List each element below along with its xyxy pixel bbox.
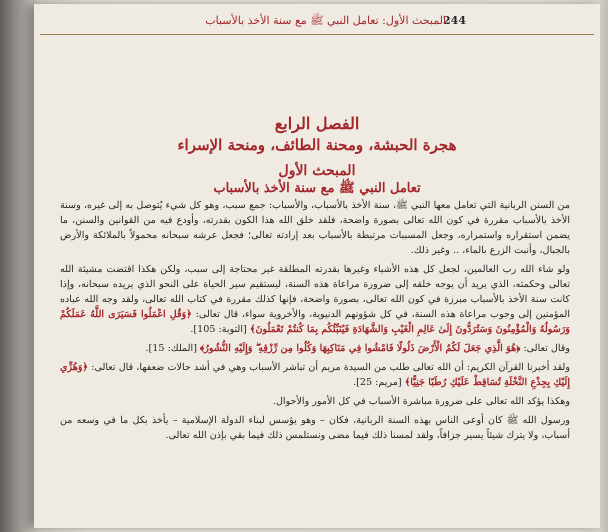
paragraph (60, 262, 570, 337)
paragraph-text: ورسول الله ﷺ كان أوعى الناس بهذه السنة الربانية، فكان – وهو يؤسس لبناء الدولة الإسلامية – يأخذ بكل ما في وسعه من أسباب، ولا يترك شيئاً يسير جزافاً، ولقد لمسنا ذلك فيما مضى ونستلمس ذلك فيما بقي بإذن الله تعالى. (60, 415, 570, 441)
quran-verse: ﴿هُوَ الَّذِي جَعَلَ لَكُمُ الْأَرْضَ ذَلُولًا فَامْشُوا فِي مَنَاكِبِهَا وَكُلُوا مِن رِّزْقِهِ ۖ وَإِلَيْهِ النُّشُورُ﴾ (200, 343, 521, 354)
section-label: المبحث الأول (278, 163, 356, 179)
page-edge-shadow (600, 0, 608, 532)
running-header (40, 12, 594, 35)
page-number: 244 (443, 14, 466, 27)
chapter-label: الفصل الرابع (274, 114, 360, 133)
book-page (34, 4, 600, 528)
verse-reference: [مريم: 25]. (353, 377, 402, 388)
running-title: المبحث الأول: تعامل النبي ﷺ مع سنة الأخذ بالأسباب (205, 14, 446, 27)
body-text (60, 198, 570, 522)
verse-reference: [الملك: 15]. (145, 343, 197, 354)
quran-verse: ﴿وَهُزِّي إِلَيْكِ بِجِذْعِ النَّخْلَةِ تُسَاقِطْ عَلَيْكِ رُطَبًا جَنِيًّا﴾ (60, 362, 570, 388)
paragraph-text: وهكذا يؤكد الله تعالى على ضرورة مباشرة الأسباب في كل الأمور والأحوال. (272, 396, 570, 407)
paragraph (60, 394, 570, 409)
paragraph (60, 198, 570, 258)
paragraph (60, 360, 570, 390)
paragraph (60, 341, 570, 356)
paragraph-text: من السنن الربانية التي تعامل معها النبي ﷺ، سنة الأخذ بالأسباب، والأسباب: جمع سبب، وهو كل شيء يُتوصل به إلى غيره، وسنة الأخذ بالأسباب مقررة في كون الله تعالى بصورة واضحة، فلقد خلق الله هذا الكون بقدرته، وأودع فيه من القوانين والسنن، ما يضمن استقراره واستمراره، وجعل المسببات مرتبطة بالأسباب بعد إرادته تعالى؛ فجعل عرشه سبحانه محمولاً بالملائكة والأرض بالجبال، وأنبت الزرع بالماء، .. وغير ذلك. (60, 200, 570, 256)
paragraph-text: ولو شاء الله رب العالمين، لجعل كل هذه الأشياء وغيرها بقدرته المطلقة غير محتاجة إلى سبب، ولكن هكذا اقتضت مشيئة الله تعالى وحكمته، الذي يريد أن يوجه خلقه إلى ضرورة مراعاة هذه السنة، ليستقيم سير الحياة على النحو الذي يريده سبحانه، وإذا كانت سنة الأخذ بالأسباب مبرزة في كون الله تعالى، بصورة واضحة، فإنها كذلك مقررة في كتاب الله تعالى، ولقد وجه الله عباده المؤمنين إلى وجوب مراعاة هذه السنة، في كل شؤونهم الدنيوية، والأخروية سواء، قال تعالى: (60, 264, 570, 320)
section-heading (34, 162, 600, 198)
quran-verse: ﴿وَقُلِ اعْمَلُوا فَسَيَرَى اللَّهُ عَمَلَكُمْ وَرَسُولُهُ وَالْمُؤْمِنُونَ وَسَتُرَدُّونَ إِلَىٰ عَالِمِ الْغَيْبِ وَالشَّهَادَةِ فَيُنَبِّئُكُم بِمَا كُنتُمْ تَعْمَلُونَ﴾ (60, 309, 570, 335)
verse-reference: [التوبة: 105]. (190, 324, 247, 335)
section-title: تعامل النبي ﷺ مع سنة الأخذ بالأسباب (213, 181, 421, 196)
paragraph-text: وقال تعالى: (523, 343, 570, 354)
chapter-heading (34, 114, 600, 156)
paragraph (60, 413, 570, 443)
paragraph-text: ولقد أخبرنا القرآن الكريم: أن الله تعالى طلب من السيدة مريم أن تباشر الأسباب وهي في أشد حالات ضعفها، قال تعالى: (91, 362, 570, 373)
chapter-title: هجرة الحبشة، ومحنة الطائف، ومنحة الإسراء (177, 136, 457, 154)
